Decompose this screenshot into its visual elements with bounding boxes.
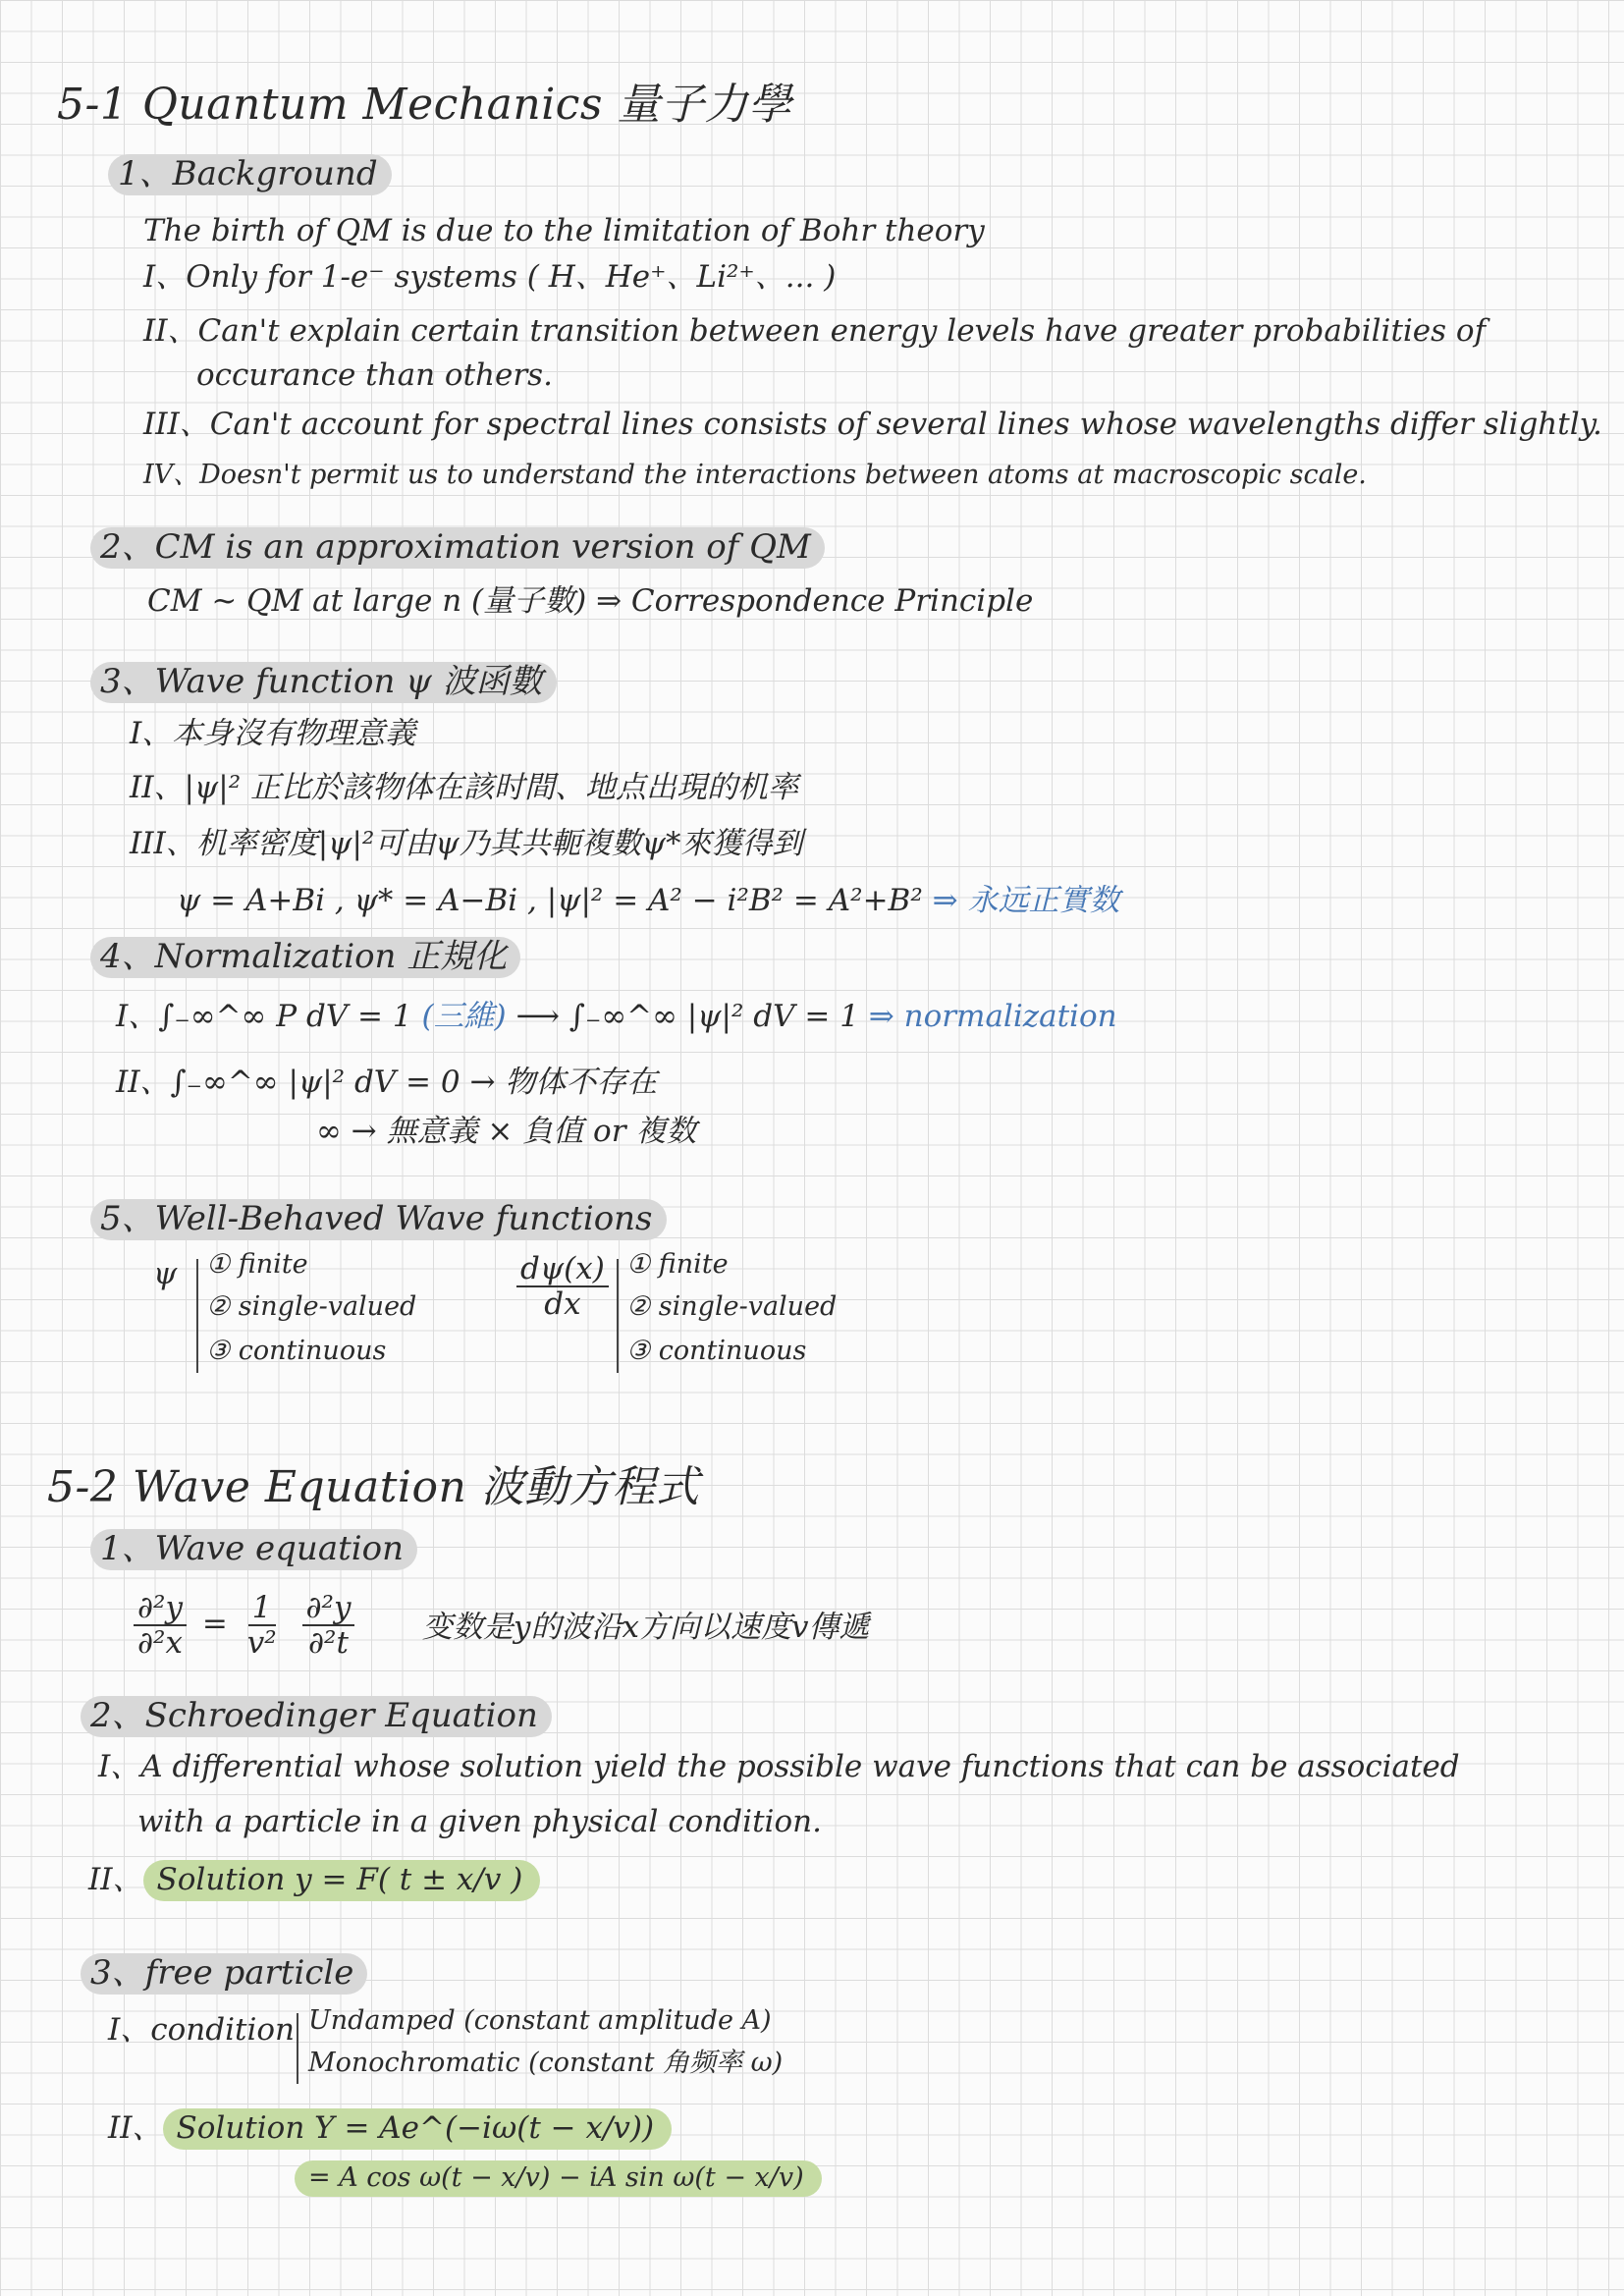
free-particle-solution-line: II、 Solution Y = Ae^(−iω(t − x/v)) [108, 2111, 672, 2147]
heading-schroedinger: 2、Schroedinger Equation [81, 1697, 552, 1735]
schroedinger-line-1b: with a particle in a given physical condition. [137, 1804, 822, 1839]
heading-cm-qm: 2、CM is an approximation version of QM [90, 528, 825, 567]
normalization-note: ⇒ normalization [868, 999, 1117, 1034]
wave-function-line-3: III、机率密度|ψ|²可由ψ乃其共軛複數ψ*來獲得到 [130, 826, 803, 861]
heading-normalization: 4、Normalization 正規化 [90, 938, 520, 976]
heading-well-behaved: 5、Well-Behaved Wave functions [90, 1200, 667, 1238]
background-line-5: IV、Doesn't permit us to understand the interactions between atoms at macroscopic scale. [143, 460, 1367, 490]
psi-condition-continuous: ③ continuous [206, 1336, 387, 1366]
free-particle-solution: Solution Y = Ae^(−iω(t − x/v)) [163, 2108, 673, 2150]
free-particle-condition-label: I、condition [108, 2012, 295, 2048]
psi-conditions-brace [196, 1259, 198, 1373]
free-particle-condition-brace [297, 2013, 298, 2084]
heading-wave-equation: 1、Wave equation [90, 1530, 417, 1568]
schroedinger-line-2: II、 Solution y = F( t ± x/v ) [88, 1863, 540, 1898]
schroedinger-line-1: I、A differential whose solution yield the possible wave functions that can be associated [98, 1749, 1460, 1784]
probability-integral: I、∫₋∞^∞ P dV = 1 [116, 999, 412, 1034]
psi-symbol: ψ [153, 1256, 178, 1291]
heading-wave-function: 3、Wave function ψ 波函數 [90, 663, 557, 701]
derivative-psi: $\frac{d\psi(x)}{dx}$ [511, 1252, 615, 1321]
psi-condition-finite: ① finite [206, 1249, 308, 1280]
normalization-integral: ⟶ ∫₋∞^∞ |ψ|² dV = 1 [515, 999, 859, 1034]
free-particle-solution-expanded: = A cos ω(t − x/v) − iA sin ω(t − x/v) [295, 2162, 822, 2193]
derivative-condition-single-valued: ② single-valued [626, 1291, 838, 1322]
normalization-line-1 [116, 1000, 1117, 1035]
heading-free-particle: 3、free particle [81, 1954, 367, 1993]
background-line-4: III、Can't account for spectral lines consists of several lines whose wavelengths differ slightly. [143, 407, 1602, 442]
free-particle-undamped: Undamped (constant amplitude A) [308, 2005, 772, 2036]
background-line-3: II、Can't explain certain transition between energy levels have greater probabilities of [143, 313, 1487, 349]
correspondence-line: CM ~ QM at large n (量子數) ⇒ Correspondence Principle [147, 583, 1034, 619]
free-particle-monochromatic: Monochromatic (constant 角频率 ω) [308, 2048, 784, 2078]
background-line-2: I、Only for 1-e⁻ systems ( H、He⁺、Li²⁺、... ) [143, 259, 837, 295]
wave-equation-formula: $\frac{\text{∂²y}}{\text{∂²x}}$ = $\frac{1}{\text{v²}}$ $\frac{\text{∂²y}}{\text{∂²t}}$ [128, 1591, 360, 1660]
derivative-condition-finite: ① finite [626, 1249, 729, 1280]
schroedinger-solution: Solution y = F( t ± x/v ) [143, 1860, 541, 1901]
background-line-1: The birth of QM is due to the limitation of Bohr theory [143, 213, 985, 248]
wave-function-line-1: I、本身沒有物理意義 [130, 716, 416, 751]
complex-conjugate-formula: ψ = A+Bi , ψ* = A−Bi , |ψ|² = A² − i²B² = A²+B² [177, 883, 923, 918]
normalization-line-3: ∞ → 無意義 × 負值 or 複数 [316, 1114, 697, 1149]
psi-condition-single-valued: ② single-valued [206, 1291, 417, 1322]
section-5-1-title: 5-1 Quantum Mechanics 量子力學 [57, 80, 792, 130]
section-5-2-title: 5-2 Wave Equation 波動方程式 [47, 1462, 700, 1512]
wave-function-line-2: II、|ψ|² 正比於該物体在該时間、地点出現的机率 [130, 770, 798, 805]
background-line-3b: occurance than others. [196, 357, 553, 393]
derivative-conditions-brace [617, 1259, 619, 1373]
derivative-condition-continuous: ③ continuous [626, 1336, 807, 1366]
wave-equation-note: 变数是y的波沿x方向以速度v傳遞 [422, 1610, 870, 1645]
normalization-line-2: II、∫₋∞^∞ |ψ|² dV = 0 → 物体不存在 [116, 1065, 658, 1100]
heading-background: 1、Background [108, 155, 392, 193]
wave-function-line-4 [177, 884, 1119, 919]
three-dimensional-note: (三維) [421, 999, 507, 1034]
always-positive-note: ⇒ 永远正實数 [932, 883, 1120, 918]
